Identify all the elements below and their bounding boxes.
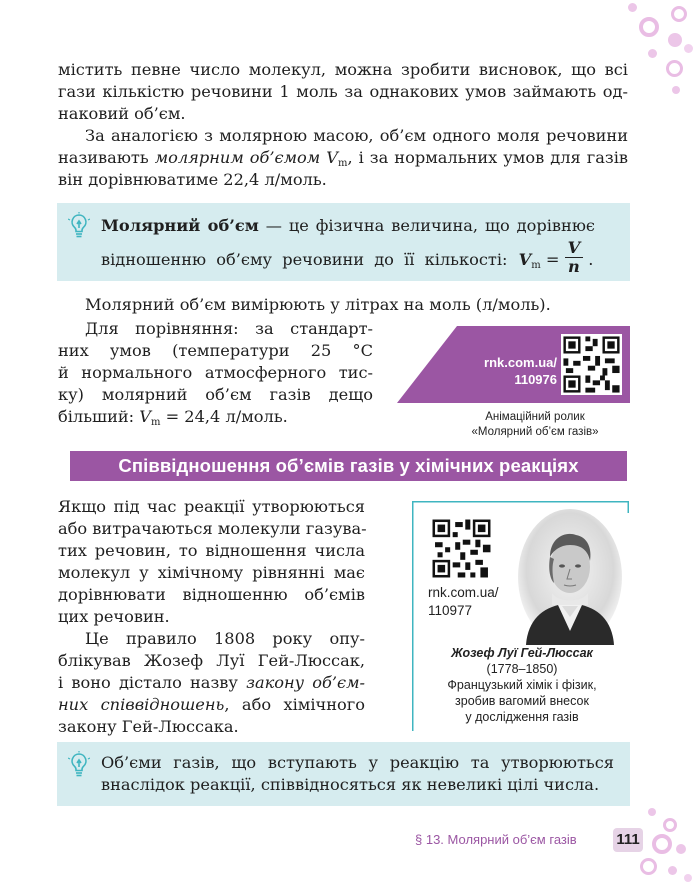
portrait-caption: Жозеф Луї Гей-Люссак (1778–1850) Французький хімік і фізик, зробив вагомий внесок у дослідження газів (417, 645, 627, 725)
decor-dot (666, 60, 683, 77)
text-line: наковий об’єм. (58, 104, 186, 123)
definition-text: Молярний об’єм — це фізична величина, що дорівнює (101, 216, 595, 235)
qr-link-text[interactable]: rnk.com.ua/ 110977 (428, 585, 499, 618)
qr-caption: Анімаційний ролик «Молярний об’єм газів» (471, 411, 599, 438)
term-molar-volume: молярним об’ємом (154, 148, 321, 167)
portrait-gay-lussac (518, 509, 622, 645)
decor-dot (639, 17, 659, 37)
section-title: Співвідношення об’ємів газів у хімічних реакціях (70, 451, 627, 481)
decor-dot (684, 874, 692, 882)
footer-chapter: § 13. Молярний об’єм газів (415, 832, 577, 847)
decor-dot (652, 834, 672, 854)
formula-numerator: V (565, 239, 584, 258)
decor-dot (671, 6, 687, 22)
qr-code-icon[interactable] (561, 334, 622, 395)
decor-dot (648, 49, 657, 58)
decor-dot (684, 44, 693, 53)
portrait-name: Жозеф Луї Гей-Люссак (451, 646, 593, 660)
formula-denominator: n (567, 257, 580, 276)
definition-formula-line: відношенню об’єму речовини до її кількості: $V_m$ = V n . (101, 238, 594, 276)
lightbulb-icon (68, 751, 90, 779)
decor-dot (676, 844, 686, 854)
text-line: містить певне число молекул, можна зробити висновок, що всі (58, 60, 628, 79)
paragraph-units: Молярний об’єм вимірюють у літрах на моль (л/моль). (85, 295, 551, 314)
term-law-volumes: закону об’єм- (246, 673, 365, 692)
paragraph-gay-lussac-law: Це правило 1808 року опу- блікував Жозеф Луї Гей-Люссак, і воно дістало назву закону об’єм- них співвідношень, або хімічного закону Гей-Люссака. (58, 629, 366, 736)
term-molar-volume-def: Молярний об’єм (101, 216, 259, 235)
lightbulb-icon (68, 212, 90, 240)
decor-dot (672, 86, 680, 94)
text-line: За аналогією з молярною масою, об’єм одного моля речовини (85, 126, 628, 145)
decor-dot (663, 818, 677, 832)
formula-fraction (565, 239, 584, 276)
decor-dot (640, 858, 657, 875)
text-line: він дорівнюватиме 22,4 л/моль. (58, 170, 327, 189)
page-number: 111 (613, 828, 643, 852)
paragraph-analogy: За аналогією з молярною масою, об’єм одного моля речовини називають молярним об’ємом $V_m$, і за нормальних умов для газів він дорівнюватиме 22,4 л/моль. (58, 126, 628, 189)
decor-dot (628, 3, 637, 12)
qr-link-text[interactable]: rnk.com.ua/ 110976 (484, 355, 557, 387)
decor-dot (668, 33, 682, 47)
paragraph-reaction: Якщо під час реакції утворюються або витрачаються молекули газува- тих речовин, то відношення числа молекул у хімічному рівнянні має дорівнювати відношенню об’ємів цих речовин. (58, 497, 367, 626)
rule-text: Об’єми газів, що вступають у реакцію та утворюються внаслідок реакції, співвідносяться як невеликі цілі числа. (101, 753, 614, 794)
qr-link-band[interactable] (397, 326, 630, 403)
decor-dot (668, 866, 677, 875)
decor-dot (648, 808, 656, 816)
qr-code-icon[interactable] (430, 517, 493, 580)
paragraph-comparison: Для порівняння: за стандарт- них умов (температури 25 °С й нормального атмосферного тис- ку) молярний об’єм газів дещо більший: $V_m = 24,4$ л/моль. (58, 319, 373, 428)
text-line: гази кількістю речовини 1 моль за однакових умов займають од- (58, 82, 628, 101)
paragraph-intro (58, 59, 628, 125)
